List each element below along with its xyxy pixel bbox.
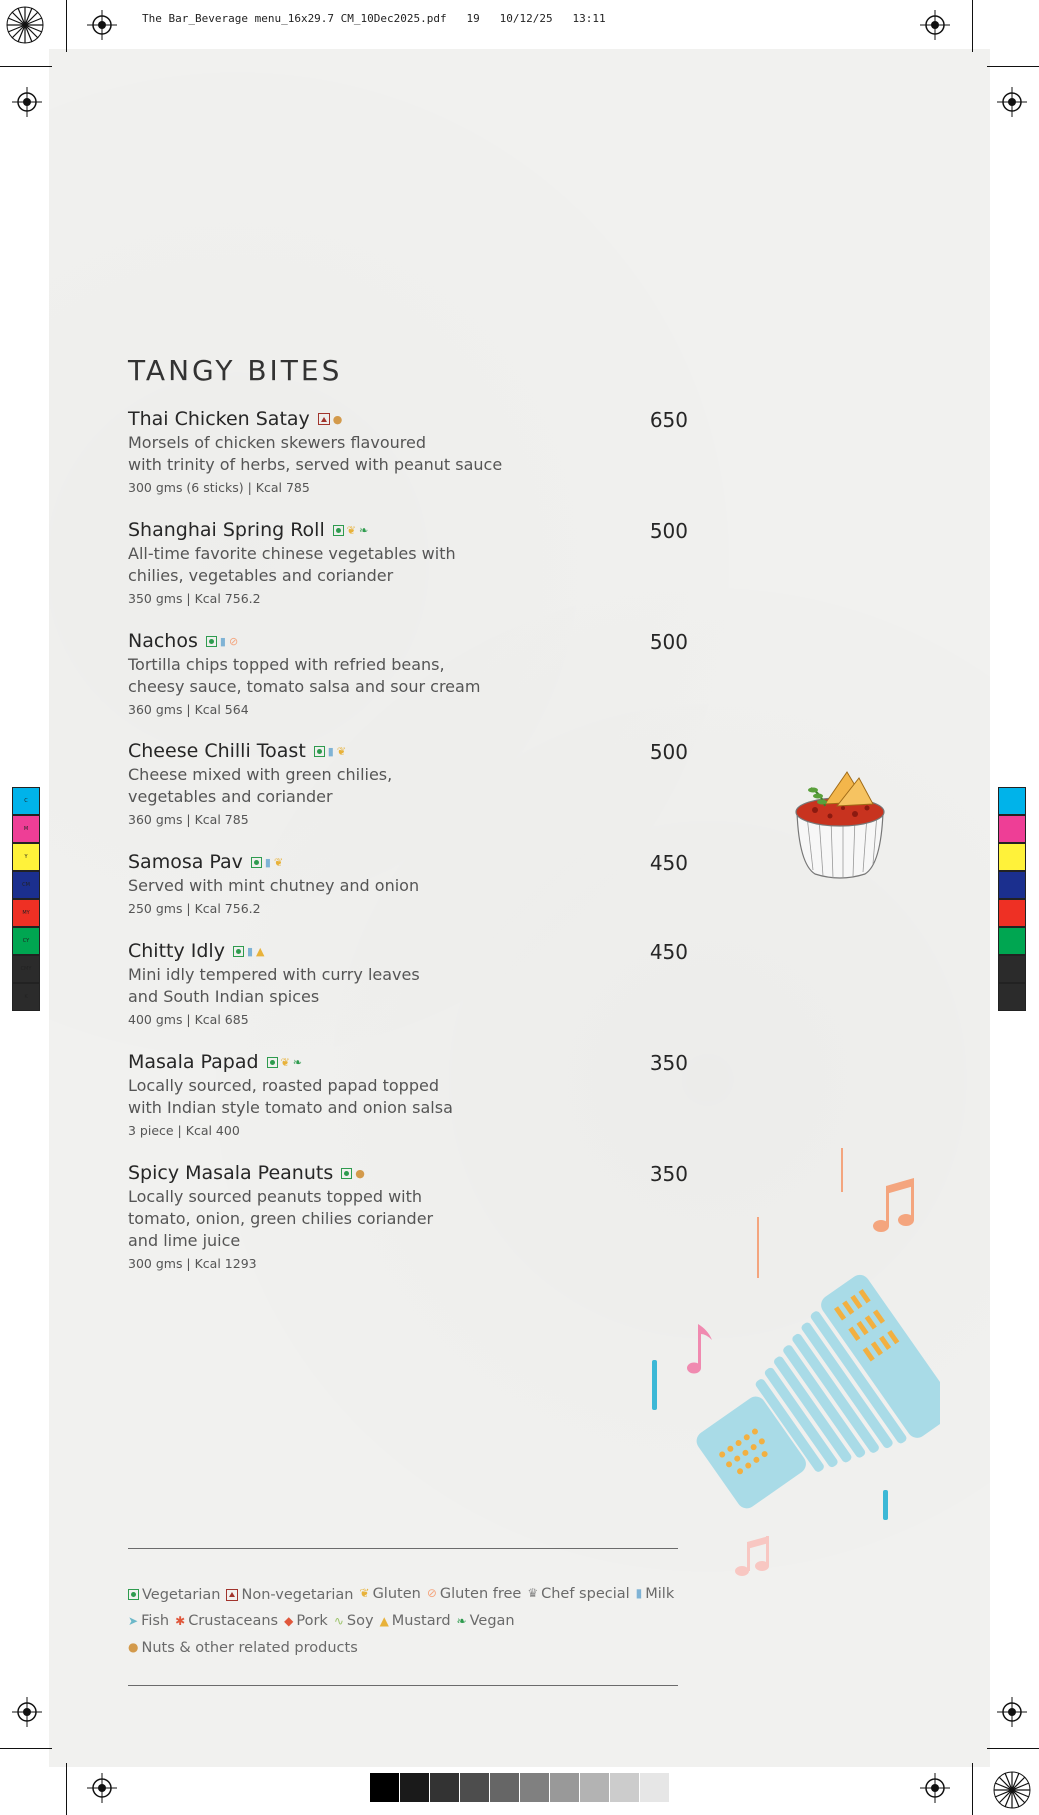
nuts-icon: ●	[355, 1166, 365, 1180]
menu-item	[128, 940, 688, 1027]
description-line: All-time favorite chinese vegetables with	[128, 544, 456, 563]
color-patch	[998, 927, 1026, 955]
menu-item-portion: 300 gms | Kcal 1293	[128, 1256, 257, 1271]
slug-page: 19	[466, 12, 480, 25]
menu-item-price: 350	[649, 1051, 688, 1075]
menu-item-portion: 360 gms | Kcal 564	[128, 702, 249, 717]
vegetarian-icon	[233, 946, 244, 957]
vegetarian-icon	[251, 857, 262, 868]
menu-item-description	[128, 1186, 688, 1252]
gluten-icon: ❦	[336, 744, 347, 758]
description-line: Locally sourced peanuts topped with	[128, 1187, 423, 1206]
gluten-icon: ❦	[273, 855, 284, 869]
gray-step	[610, 1773, 639, 1802]
menu-item-name: Samosa Pav	[128, 851, 243, 873]
registration-mark-icon	[12, 1697, 42, 1727]
vegan-icon: ❧	[358, 523, 369, 537]
menu-item-name: Masala Papad	[128, 1051, 259, 1073]
legend-item	[128, 1608, 169, 1634]
menu-item-name: Shanghai Spring Roll	[128, 519, 325, 541]
color-patch	[998, 843, 1026, 871]
mustard-icon: ▲	[379, 1613, 389, 1628]
description-line: and lime juice	[128, 1231, 241, 1250]
menu-item	[128, 851, 688, 916]
gluten-icon: ❦	[280, 1055, 290, 1069]
menu-item-price: 500	[649, 519, 688, 543]
legend-item	[457, 1608, 515, 1634]
mustard-icon: ▲	[256, 944, 265, 958]
gluten-icon: ❦	[346, 523, 356, 537]
description-line: with trinity of herbs, served with peanut sauce	[128, 455, 503, 474]
legend-item	[636, 1581, 675, 1607]
legend-row	[128, 1634, 688, 1661]
legend-row	[128, 1608, 688, 1635]
gray-step	[430, 1773, 459, 1802]
legend-label: Soy	[346, 1613, 374, 1629]
description-line: Cheese mixed with green chilies,	[128, 765, 393, 784]
dietary-badges	[314, 746, 346, 757]
description-line: Tortilla chips topped with refried beans,	[128, 655, 445, 674]
menu-item-portion: 3 piece | Kcal 400	[128, 1123, 240, 1138]
crop-mark	[0, 66, 52, 67]
color-patch	[998, 899, 1026, 927]
legend-label: Nuts & other related products	[141, 1639, 358, 1656]
registration-mark-icon	[997, 87, 1027, 117]
legend-item	[128, 1582, 220, 1608]
dietary-badges	[318, 413, 343, 425]
legend-label: Fish	[141, 1613, 170, 1629]
milk-icon: ▮	[246, 944, 254, 958]
legend-label: Mustard	[391, 1613, 451, 1629]
slug-time: 13:11	[572, 12, 606, 25]
description-line: cheesy sauce, tomato salsa and sour cream	[128, 677, 481, 696]
menu-item-description	[128, 654, 688, 698]
registration-mark-icon	[87, 10, 117, 40]
vegetarian-icon	[128, 1589, 139, 1600]
gray-step	[400, 1773, 429, 1802]
crop-mark	[987, 66, 1039, 67]
slug-date: 10/12/25	[499, 12, 553, 25]
dietary-badges	[341, 1168, 365, 1179]
crop-mark	[987, 1748, 1039, 1749]
registration-mark-icon	[12, 87, 42, 117]
legend-top-divider	[128, 1548, 678, 1549]
menu-item-name: Nachos	[128, 630, 198, 652]
dietary-badges	[333, 525, 368, 536]
registration-mark-icon	[997, 1697, 1027, 1727]
description-line: Locally sourced, roasted papad topped	[128, 1076, 439, 1095]
legend-row	[128, 1580, 688, 1608]
legend-label: Vegetarian	[142, 1586, 221, 1603]
color-patch: CM	[12, 871, 40, 899]
color-patch	[998, 871, 1026, 899]
description-line: vegetables and coriander	[128, 787, 333, 806]
menu-item	[128, 408, 688, 495]
gray-step	[580, 1773, 609, 1802]
gluten-free-icon: ⊘	[426, 1586, 437, 1600]
nuts-icon: ●	[128, 1640, 139, 1654]
vegan-icon: ❧	[456, 1613, 467, 1628]
legend-item	[427, 1581, 522, 1607]
menu-item-name: Thai Chicken Satay	[128, 408, 310, 430]
file-slug	[142, 12, 606, 25]
menu-item	[128, 1051, 688, 1138]
allergen-legend	[128, 1580, 688, 1661]
menu-item-price: 450	[649, 851, 688, 875]
menu-item-portion: 300 gms (6 sticks) | Kcal 785	[128, 480, 310, 495]
legend-item	[380, 1608, 451, 1634]
legend-label: Gluten	[372, 1585, 421, 1602]
menu-item-description	[128, 764, 688, 808]
dietary-badges	[251, 857, 283, 868]
color-patch	[998, 955, 1026, 983]
slug-filename: The Bar_Beverage menu_16x29.7 CM_10Dec2025.pdf	[142, 12, 447, 25]
description-line: chilies, vegetables and coriander	[128, 566, 394, 585]
menu-item-name: Chitty Idly	[128, 940, 225, 962]
legend-item	[284, 1608, 328, 1634]
crop-mark	[66, 0, 67, 52]
dietary-badges	[267, 1057, 302, 1068]
registration-mark-icon	[920, 1773, 950, 1803]
milk-icon: ▮	[635, 1586, 643, 1600]
gluten-icon: ❦	[359, 1586, 370, 1600]
vegetarian-icon	[333, 525, 344, 536]
menu-item-description	[128, 432, 688, 476]
legend-label: Vegan	[469, 1613, 515, 1629]
pig-icon: ◆	[284, 1613, 294, 1628]
gray-step-bar	[370, 1773, 670, 1802]
gray-step	[490, 1773, 519, 1802]
section-title: TANGY BITES	[128, 354, 343, 387]
description-line: Mini idly tempered with curry leaves	[128, 965, 420, 984]
menu-item-name: Cheese Chilli Toast	[128, 740, 306, 762]
color-patch: M	[12, 815, 40, 843]
legend-label: Pork	[296, 1613, 328, 1629]
milk-icon: ▮	[219, 634, 226, 648]
gray-step	[520, 1773, 549, 1802]
color-patch: CMY	[12, 955, 40, 983]
legend-label: Non-vegetarian	[241, 1586, 354, 1603]
non-vegetarian-icon	[226, 1589, 238, 1601]
menu-item	[128, 1162, 688, 1271]
color-patch	[998, 983, 1026, 1011]
registration-mark-icon	[920, 10, 950, 40]
dietary-badges	[206, 636, 238, 647]
nuts-icon: ●	[332, 412, 343, 426]
legend-item	[334, 1608, 374, 1634]
description-line: Served with mint chutney and onion	[128, 876, 420, 895]
crop-mark	[66, 1763, 67, 1815]
gray-step	[640, 1773, 669, 1802]
dietary-badges	[233, 946, 265, 957]
vegan-icon: ❧	[292, 1055, 302, 1069]
menu-item-portion: 350 gms | Kcal 756.2	[128, 591, 261, 606]
color-control-bar-right	[998, 787, 1026, 1011]
legend-bottom-divider	[128, 1685, 678, 1686]
gray-step	[550, 1773, 579, 1802]
color-patch: MY	[12, 899, 40, 927]
menu-item-description	[128, 964, 688, 1008]
menu-item-description	[128, 875, 688, 897]
gray-step	[370, 1773, 399, 1802]
starburst-target-icon	[6, 6, 44, 44]
milk-icon: ▮	[264, 855, 271, 869]
registration-mark-icon	[87, 1773, 117, 1803]
soy-icon: ∿	[333, 1613, 344, 1628]
menu-item-portion: 360 gms | Kcal 785	[128, 812, 249, 827]
menu-item-portion: 250 gms | Kcal 756.2	[128, 901, 261, 916]
color-patch	[998, 787, 1026, 815]
salsa-bowl-illustration	[785, 764, 895, 884]
legend-item	[360, 1581, 421, 1607]
menu-item-price: 650	[649, 408, 688, 432]
legend-label: Milk	[645, 1585, 675, 1602]
menu-item-portion: 400 gms | Kcal 685	[128, 1012, 249, 1027]
menu-item-description	[128, 543, 688, 587]
menu-item-price: 350	[649, 1162, 688, 1186]
starburst-target-icon	[993, 1771, 1031, 1809]
menu-item-price: 450	[649, 940, 688, 964]
color-patch: C	[12, 787, 40, 815]
fish-icon: ➤	[128, 1613, 139, 1628]
vegetarian-icon	[206, 636, 217, 647]
non-vegetarian-icon	[318, 413, 330, 425]
description-line: with Indian style tomato and onion salsa	[128, 1098, 453, 1117]
color-patch: CY	[12, 927, 40, 955]
milk-icon: ▮	[327, 744, 334, 758]
color-patch	[998, 815, 1026, 843]
legend-item	[175, 1608, 278, 1634]
color-control-bar-left	[12, 787, 40, 1011]
legend-label: Chef special	[541, 1585, 630, 1602]
crab-icon: ✱	[175, 1613, 186, 1628]
description-line: Morsels of chicken skewers flavoured	[128, 433, 426, 452]
legend-item	[226, 1582, 353, 1608]
menu-item	[128, 740, 688, 827]
legend-label: Gluten free	[439, 1585, 522, 1602]
gluten-free-icon: ⊘	[228, 634, 239, 648]
crop-mark	[0, 1748, 52, 1749]
menu-item	[128, 630, 688, 717]
menu-item	[128, 519, 688, 606]
menu-item-price: 500	[649, 740, 688, 764]
legend-item	[527, 1581, 629, 1607]
accordion-music-illustration	[640, 1140, 940, 1590]
color-patch: Y	[12, 843, 40, 871]
menu-item-name: Spicy Masala Peanuts	[128, 1162, 334, 1184]
vegetarian-icon	[341, 1168, 352, 1179]
chef-hat-icon: ♛	[527, 1586, 539, 1600]
menu-item-description	[128, 1075, 688, 1119]
legend-item	[128, 1635, 358, 1661]
color-patch: K	[12, 983, 40, 1011]
crop-mark	[972, 0, 973, 52]
crop-mark	[972, 1763, 973, 1815]
vegetarian-icon	[267, 1057, 278, 1068]
legend-label: Crustaceans	[188, 1613, 279, 1629]
vegetarian-icon	[314, 746, 325, 757]
menu-item-price: 500	[649, 630, 688, 654]
description-line: and South Indian spices	[128, 987, 320, 1006]
gray-step	[460, 1773, 489, 1802]
description-line: tomato, onion, green chilies coriander	[128, 1209, 434, 1228]
